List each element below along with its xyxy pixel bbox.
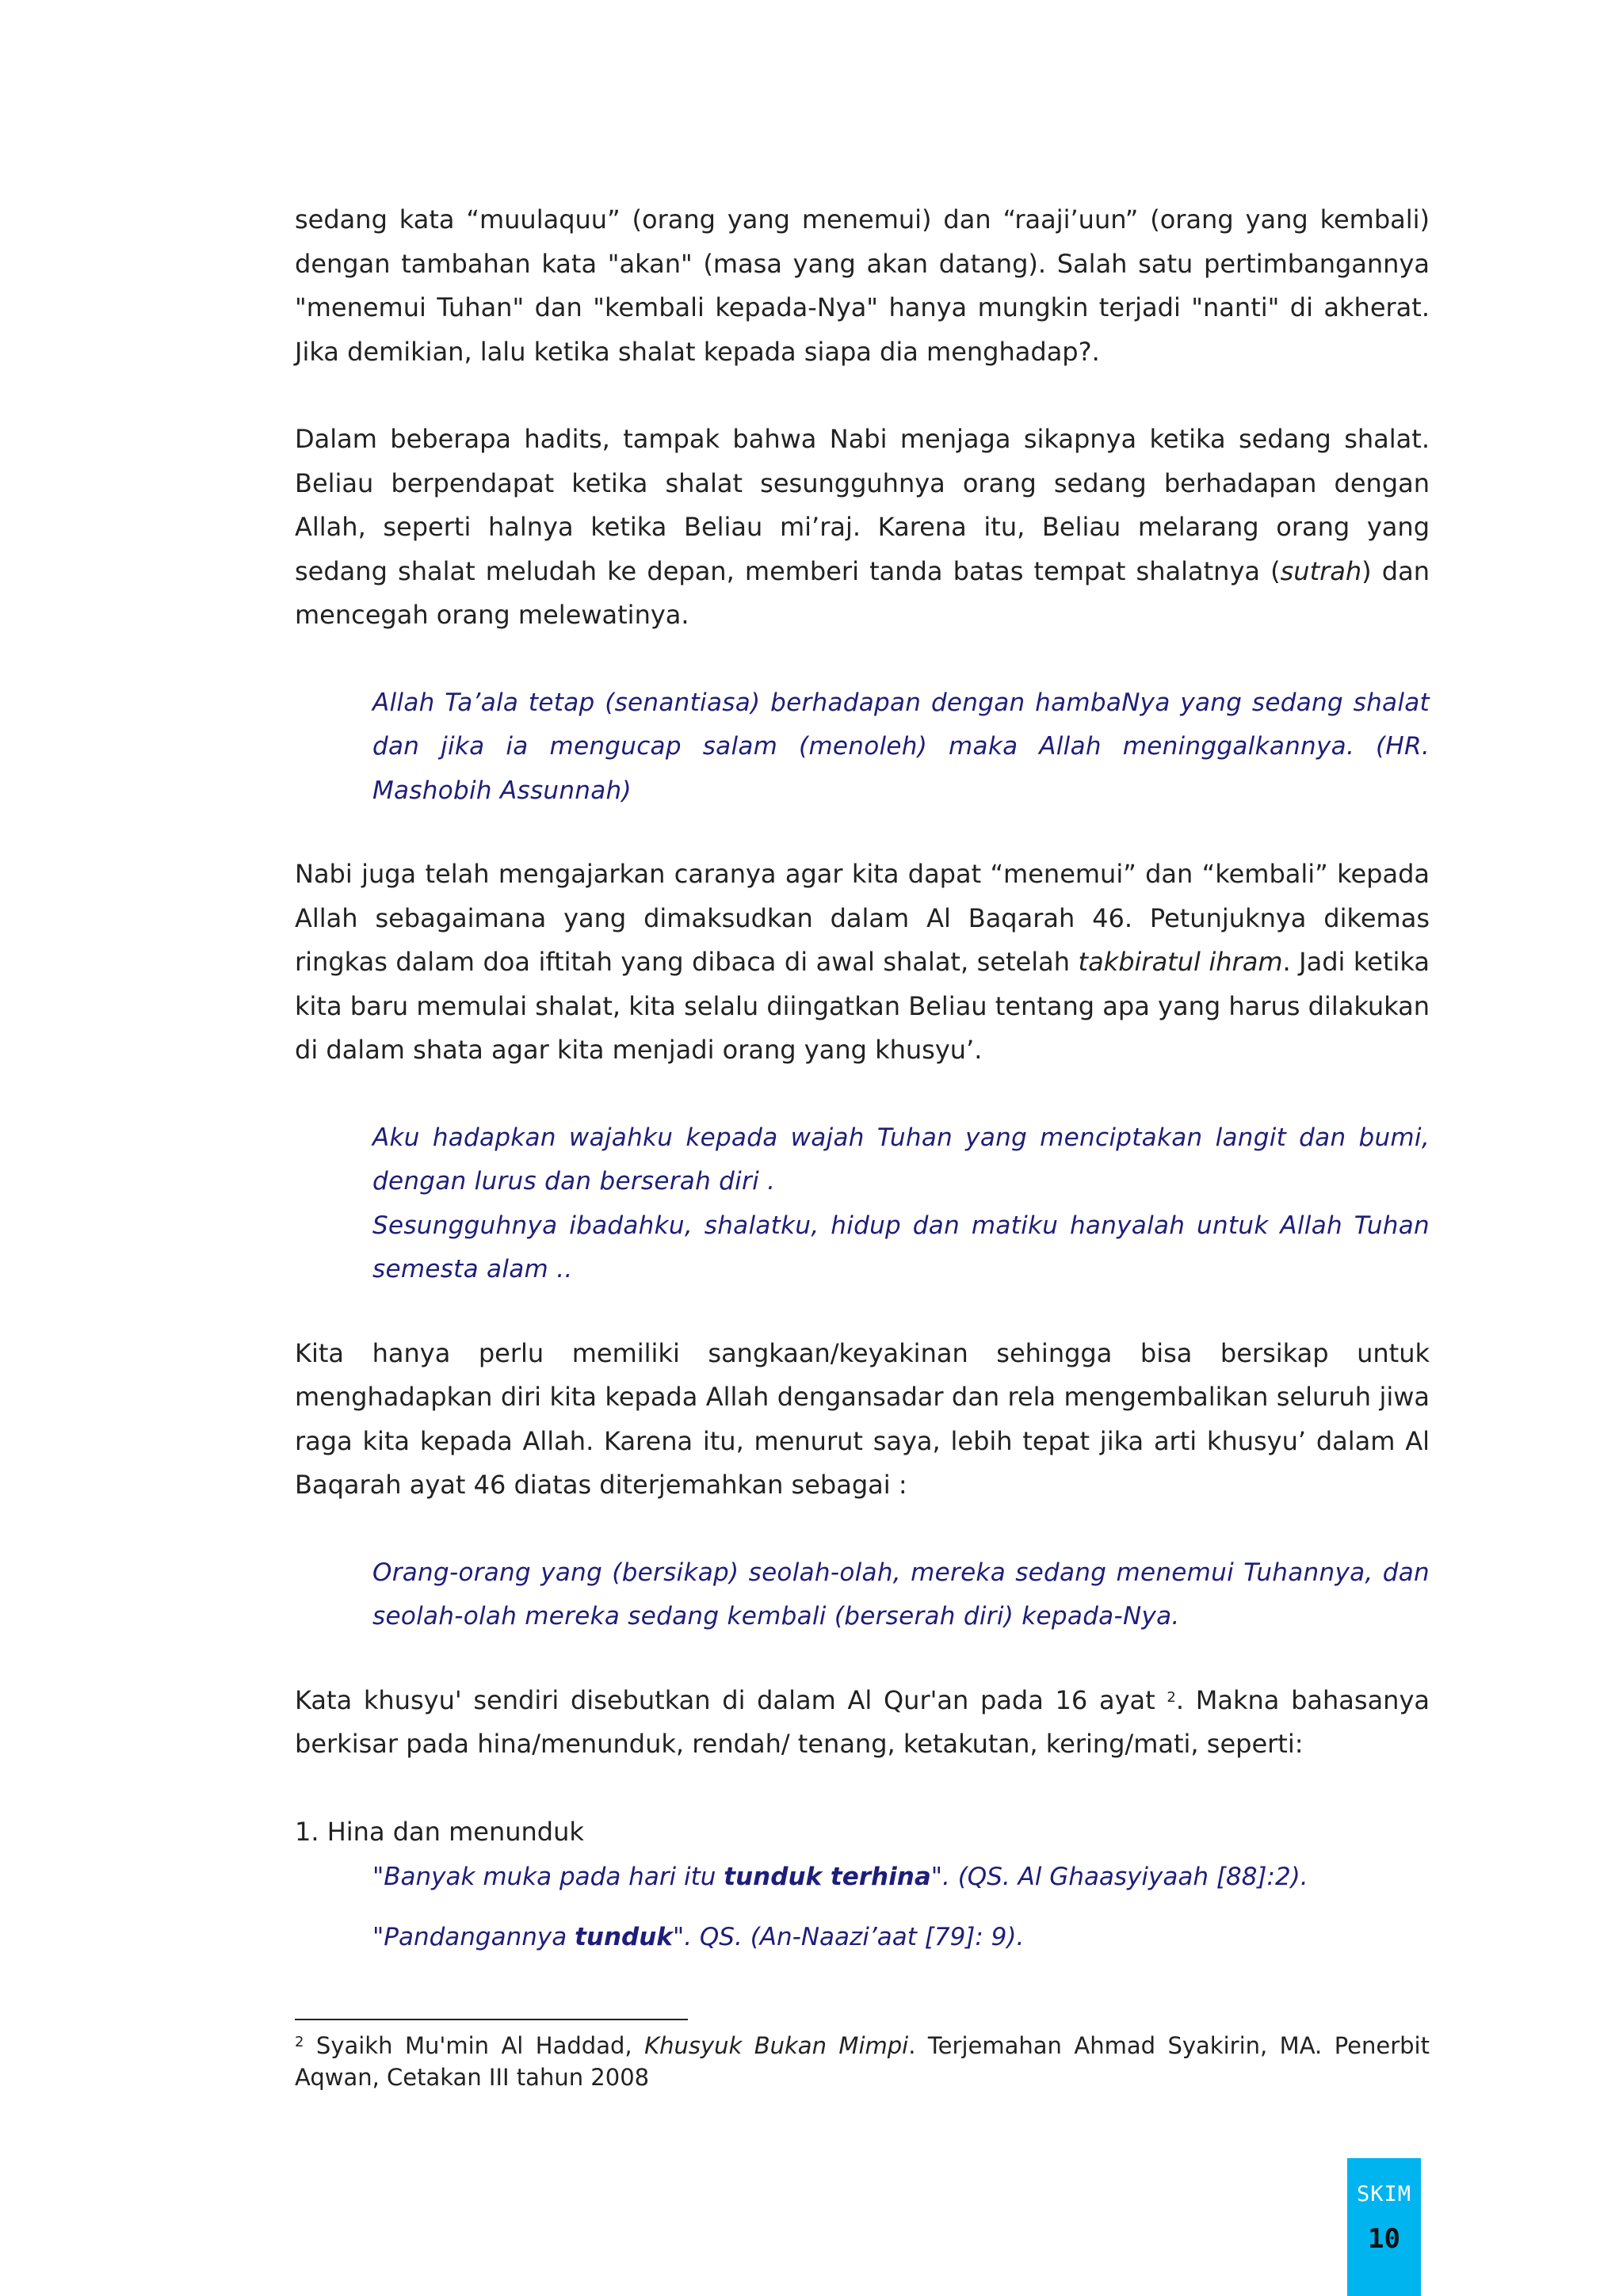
iftitah-quote-line-1: Aku hadapkan wajahku kepada wajah Tuhan yang menciptakan langit dan bumi, dengan lurus dan berserah diri .	[372, 1123, 1430, 1196]
page-number: 10	[1368, 2223, 1400, 2255]
footnote-text-b: . Terjemahan Ahmad Syakirin, MA. Penerbit Aqwan, Cetakan III tahun 2008	[295, 2032, 1430, 2091]
footnote-divider	[295, 2019, 688, 2020]
footnote-number: 2	[295, 2034, 304, 2050]
ayat-2-bold: tunduk	[575, 1922, 673, 1951]
paragraph-3-text-b: . Jadi ketika kita baru memulai shalat, kita selalu diingatkan Beliau tentang apa yang harus dilakukan di dalam shata agar kita menjadi orang yang khusyu’.	[295, 947, 1430, 1065]
translation-quote	[372, 1551, 1430, 1639]
paragraph-2-text-a: Dalam beberapa hadits, tampak bahwa Nabi menjaga sikapnya ketika sedang shalat. Beliau berpendapat ketika shalat sesungguhnya orang sedang berhadapan dengan Allah, seperti halnya ketika Beliau mi’raj. Karena itu, Beliau melarang orang yang sedang shalat meludah ke depan, memberi tanda batas tempat shalatnya (	[295, 424, 1430, 586]
paragraph-5-text-b: . Makna bahasanya berkisar pada hina/menunduk, rendah/ tenang, ketakutan, kering/mati, seperti:	[295, 1684, 1430, 1759]
footnote-reference[interactable]: 2	[1167, 1688, 1176, 1706]
paragraph-3-text-a: Nabi juga telah mengajarkan caranya agar kita dapat “menemui” dan “kembali” kepada Allah sebagaimana yang dimaksudkan dalam Al Baqarah 46. Petunjuknya dikemas ringkas dalam doa iftitah yang dibaca di awal shalat, setelah	[295, 859, 1430, 977]
ayat-2-text-a: "Pandangannya	[372, 1922, 575, 1951]
list-item-heading: 1. Hina dan menunduk	[295, 1816, 584, 1847]
paragraph-2	[295, 418, 1430, 638]
paragraph-4-text: Kita hanya perlu memiliki sangkaan/keyakinan sehingga bisa bersikap untuk menghadapkan diri kita kepada Allah dengansadar dan rela mengembalikan seluruh jiwa raga kita kepada Allah. Karena itu, menurut saya, lebih tepat jika arti khusyu’ dalam Al Baqarah ayat 46 diatas diterjemahkan sebagai :	[295, 1337, 1430, 1500]
footnote-text-a: Syaikh Mu'min Al Haddad,	[304, 2032, 645, 2059]
tab-label: SKIM	[1356, 2182, 1412, 2206]
iftitah-quote	[372, 1116, 1430, 1292]
paragraph-2-italic: sutrah	[1280, 555, 1362, 586]
paragraph-3-italic: takbiratul ihram	[1078, 947, 1283, 977]
footnote-book-title: Khusyuk Bukan Mimpi	[644, 2032, 909, 2059]
ayat-1-bold: tunduk terhina	[724, 1863, 931, 1891]
paragraph-1	[295, 198, 1430, 374]
iftitah-quote-line-2: Sesungguhnya ibadahku, shalatku, hidup dan matiku hanyalah untuk Allah Tuhan semesta alam ..	[372, 1211, 1430, 1283]
page-body	[295, 198, 1430, 1959]
paragraph-4	[295, 1332, 1430, 1508]
ayat-2-text-b: ". QS. (An-Naazi’aat [79]: 9).	[672, 1922, 1025, 1951]
ayat-line-2	[372, 1916, 1430, 1960]
page-tab	[1347, 2158, 1421, 2296]
ayat-1-text-a: "Banyak muka pada hari itu	[372, 1863, 724, 1891]
paragraph-5	[295, 1679, 1430, 1767]
paragraph-2-text-b: ) dan mencegah orang melewatinya.	[295, 555, 1430, 630]
paragraph-5-text-a: Kata khusyu' sendiri disebutkan di dalam Al Qur'an pada 16 ayat	[295, 1684, 1167, 1715]
footnote	[295, 2030, 1430, 2093]
ayat-1-text-b: ". (QS. Al Ghaasyiyaah [88]:2).	[930, 1863, 1308, 1891]
hadith-quote-text: Allah Ta’ala tetap (senantiasa) berhadapan dengan hambaNya yang sedang shalat dan jika ia mengucap salam (menoleh) maka Allah meninggalkannya. (HR. Mashobih Assunnah)	[372, 688, 1430, 805]
translation-quote-text: Orang-orang yang (bersikap) seolah-olah, mereka sedang menemui Tuhannya, dan seolah-olah mereka sedang kembali (berserah diri) kepada-Nya.	[372, 1558, 1430, 1630]
paragraph-3	[295, 852, 1430, 1073]
paragraph-1-text: sedang kata “muulaquu” (orang yang menemui) dan “raaji’uun” (orang yang kembali) dengan tambahan kata "akan" (masa yang akan datang). Salah satu pertimbangannya "menemui Tuhan" dan "kembali kepada-Nya" hanya mungkin terjadi "nanti" di akherat. Jika demikian, lalu ketika shalat kepada siapa dia menghadap?.	[295, 204, 1430, 367]
ayat-line-1	[372, 1855, 1430, 1900]
hadith-quote	[372, 681, 1430, 814]
